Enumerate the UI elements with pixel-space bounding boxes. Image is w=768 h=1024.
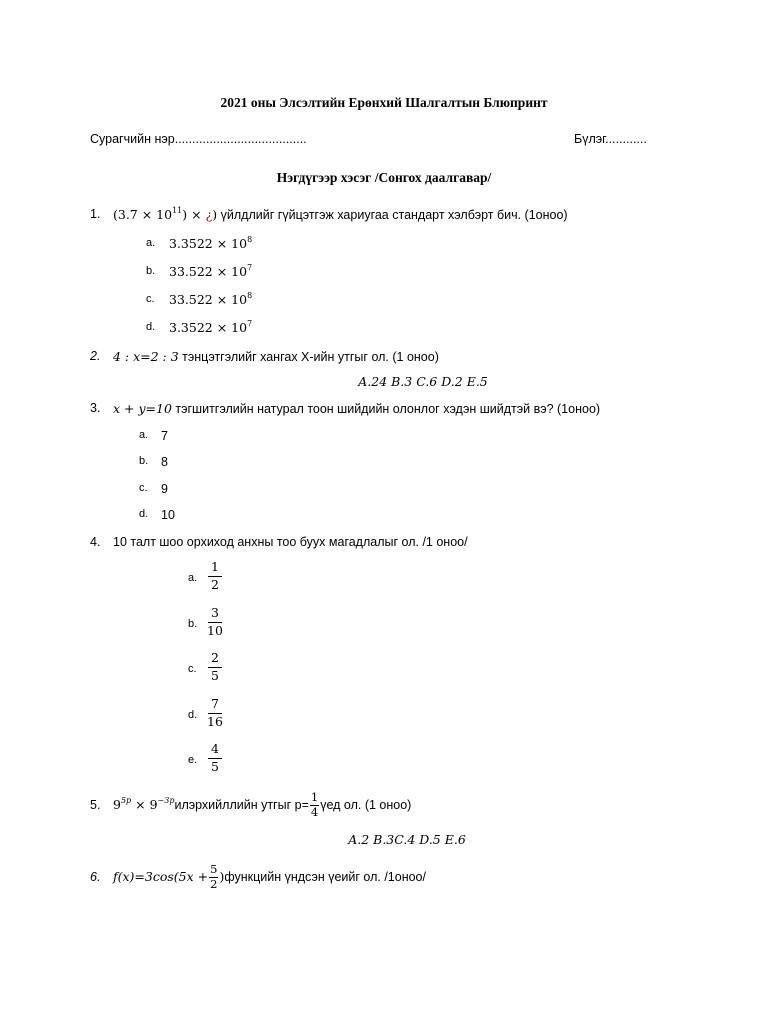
q3-option-label: c. (139, 482, 148, 494)
q4-option-fraction: $\frac{3}{10}$ (207, 605, 223, 638)
q1-option-value: $33.522 \times 10^7$ (169, 263, 253, 279)
group-field (574, 133, 647, 146)
question-5-answers: A.2 B.3C.4 D.5 E.6 (348, 832, 466, 847)
q1-option-value: $33.522 \times 10^8$ (169, 291, 253, 307)
page-title: 2021 оны Элсэлтийн Ерөнхий Шалгалтын Блюпринт (220, 95, 548, 110)
question-1-number: 1. (90, 207, 101, 221)
q3-option-value: 9 (161, 482, 168, 496)
q3-option-value: 8 (161, 455, 168, 469)
question-6-fraction: $\frac{5}{2}$ (210, 862, 218, 891)
group-label: Бүлэг (574, 132, 606, 146)
question-6: f(x)=3cos(5x + $\frac{5}{2}$ ) функцийн үндсэн үеийг ол. /1оноо/ (113, 860, 426, 894)
student-name-dots: ...................................... (174, 132, 307, 146)
question-5-number: 5. (90, 798, 101, 812)
q1-option-label: b. (146, 265, 156, 277)
question-3-expr: x + y=10 (113, 401, 172, 416)
question-2-text: тэнцэтгэлийг хангах Х-ийн утгыг ол. (1 оноо) (178, 350, 439, 364)
q3-option-value: 10 (161, 508, 175, 522)
group-dots: ............ (605, 132, 647, 146)
q4-option-fraction: $\frac{4}{5}$ (208, 743, 222, 773)
student-name-field (90, 133, 307, 146)
question-2-answers: A.24 B.3 C.6 D.2 E.5 (358, 374, 488, 389)
question-5-text-end: үед ол. (1 оноо) (320, 798, 412, 812)
question-3 (113, 402, 600, 416)
q4-option-label: d. (188, 709, 198, 721)
q1-option-value: $3.3522 \times 10^7$ (169, 319, 253, 335)
q3-option-value: 7 (161, 429, 168, 443)
question-4-text: 10 талт шоо орхиход анхны тоо буух магадлалыг ол. /1 оноо/ (113, 535, 468, 549)
question-1 (113, 208, 568, 222)
question-6-text: функцийн үндсэн үеийг ол. /1оноо/ (224, 870, 426, 884)
student-name-label: Сурагчийн нэр (90, 132, 175, 146)
question-6-number: 6. (90, 870, 101, 884)
q3-option-label: d. (139, 508, 149, 520)
question-6-expr: f(x)=3cos(5x + (113, 869, 209, 884)
question-2-expr: 4 : x=2 : 3 (113, 349, 179, 364)
question-5-p-fraction: $\frac{1}{4}$ (310, 790, 319, 819)
q4-option-label: e. (188, 754, 198, 766)
question-5 (113, 790, 411, 820)
question-5-text: илэрхийллийн утгыг p= (174, 798, 309, 812)
q1-option-label: c. (146, 293, 155, 305)
q4-option-label: a. (188, 572, 198, 584)
q4-option-label: b. (188, 618, 198, 630)
question-2 (113, 350, 439, 364)
q3-option-label: a. (139, 429, 149, 441)
question-3-number: 3. (90, 401, 101, 415)
question-3-text: тэгшитгэлийн натурал тоон шийдийн олонлог хэдэн шийдтэй вэ? (1оноо) (171, 402, 601, 416)
q1-option-label: a. (146, 237, 156, 249)
q3-option-label: b. (139, 455, 149, 467)
q4-option-fraction: $\frac{2}{5}$ (208, 652, 222, 682)
question-1-expr: $(3.7 \times 10^{11})$ × ¿) (113, 206, 218, 222)
question-1-text: үйлдлийг гүйцэтгэж хариугаа стандарт хэлбэрт бич. (1оноо) (217, 208, 568, 222)
q1-option-value: $3.3522 \times 10^8$ (169, 235, 253, 251)
question-4-number: 4. (90, 535, 101, 549)
question-2-number: 2. (90, 349, 101, 363)
section-title: Нэгдүгээр хэсэг /Сонгох даалгавар/ (276, 170, 492, 185)
question-5-expr: $9^{5p} \times 9^{-3p}$ (113, 796, 175, 812)
q4-option-fraction: $\frac{1}{2}$ (208, 561, 222, 591)
q1-option-label: d. (146, 321, 156, 333)
q4-option-fraction: $\frac{7}{16}$ (207, 696, 223, 729)
q4-option-label: c. (188, 663, 197, 675)
